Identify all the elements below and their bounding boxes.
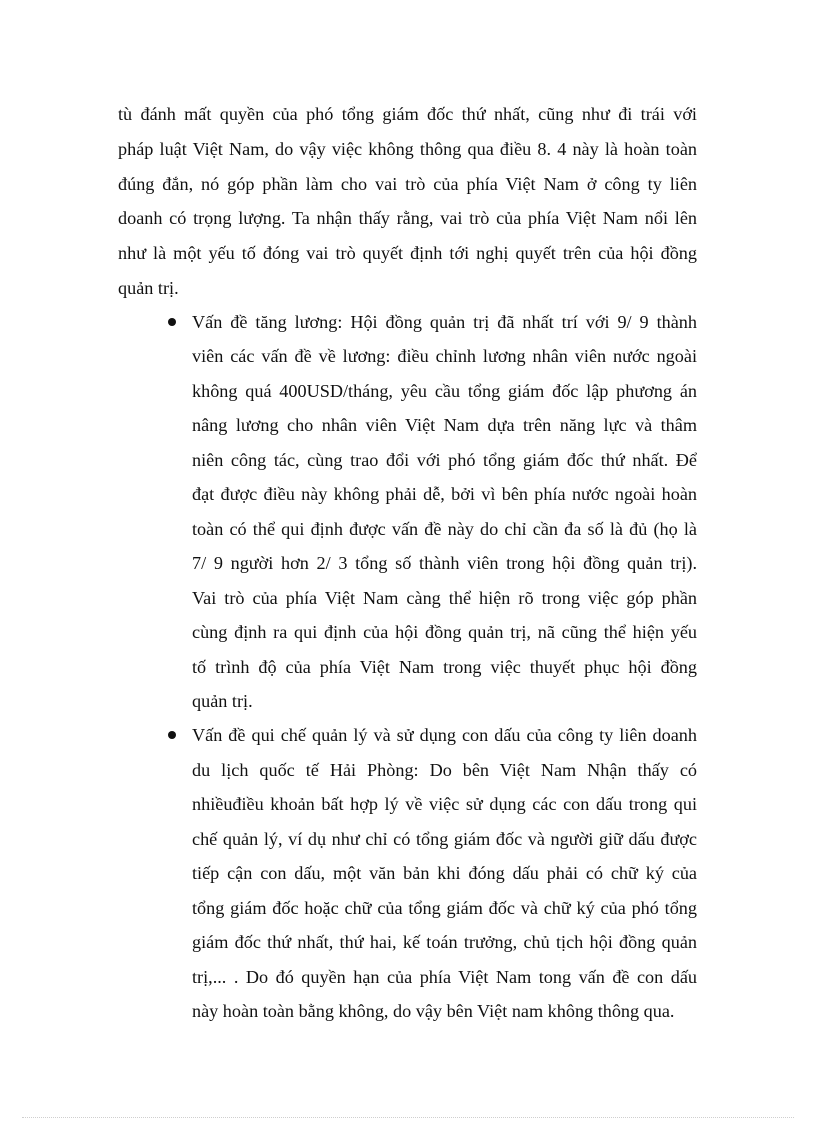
text-line: Vai trò của phía Việt Nam càng thể hiện rõ trong việc góp phần bbox=[192, 588, 697, 608]
text-line: đúng đắn, nó góp phần làm cho vai trò của phía Việt Nam ở công ty liên bbox=[118, 174, 697, 194]
text-line: giám đốc thứ nhất, thứ hai, kế toán trưởng, chủ tịch hội đồng quản bbox=[192, 932, 697, 952]
text-line: Vấn đề tăng lương: Hội đồng quản trị đã nhất trí với 9/ 9 thành bbox=[192, 312, 697, 332]
text-line: quản trị. bbox=[192, 691, 253, 711]
text-line: chế quản lý, ví dụ như chỉ có tổng giám đốc và người giữ dấu được bbox=[192, 829, 697, 849]
text-line: tổng giám đốc hoặc chữ của tổng giám đốc và chữ ký của phó tổng bbox=[192, 898, 697, 918]
text-line: không quá 400USD/tháng, yêu cầu tổng giám đốc lập phương án bbox=[192, 381, 697, 401]
text-line: tù đánh mất quyền của phó tổng giám đốc thứ nhất, cũng như đi trái với bbox=[118, 104, 697, 124]
text-line: cùng định ra qui định của hội đồng quản trị, nã cũng thể hiện yếu bbox=[192, 622, 697, 642]
page-bottom-divider bbox=[22, 1117, 794, 1118]
text-line: nâng lương cho nhân viên Việt Nam dựa trên năng lực và thâm bbox=[192, 415, 697, 435]
text-line: này hoàn toàn bằng không, do vậy bên Việt nam không thông qua. bbox=[192, 1001, 675, 1021]
text-line: như là một yếu tố đóng vai trò quyết định tới nghị quyết trên của hội đồng bbox=[118, 243, 697, 263]
text-line: đạt được điều này không phải dễ, bởi vì bên phía nước ngoài hoàn bbox=[192, 484, 697, 504]
text-line: doanh có trọng lượng. Ta nhận thấy rằng, vai trò của phía Việt Nam nổi lên bbox=[118, 208, 697, 228]
text-line: viên các vấn đề về lương: điều chỉnh lương nhân viên nước ngoài bbox=[192, 346, 697, 366]
text-line: toàn có thể qui định được vấn đề này do chỉ cần đa số là đủ (họ là bbox=[192, 519, 697, 539]
text-line: pháp luật Việt Nam, do vậy việc không thông qua điều 8. 4 này là hoàn toàn bbox=[118, 139, 697, 159]
text-line: du lịch quốc tế Hải Phòng: Do bên Việt Nam Nhận thấy có bbox=[192, 760, 697, 780]
bullet-icon bbox=[168, 318, 176, 326]
text-line: quản trị. bbox=[118, 278, 179, 298]
text-line: 7/ 9 người hơn 2/ 3 tổng số thành viên trong hội đồng quản trị). bbox=[192, 553, 697, 573]
text-line: tố trình độ của phía Việt Nam trong việc thuyết phục hội đồng bbox=[192, 657, 697, 677]
bullet-icon bbox=[168, 731, 176, 739]
text-line: niên công tác, cùng trao đổi với phó tổng giám đốc thứ nhất. Để bbox=[192, 450, 697, 470]
text-line: Vấn đề qui chế quản lý và sử dụng con dấu của công ty liên doanh bbox=[192, 725, 697, 745]
text-line: trị,... . Do đó quyền hạn của phía Việt Nam tong vấn đề con dấu bbox=[192, 967, 697, 987]
text-line: tiếp cận con dấu, một văn bản khi đóng dấu phải có chữ ký của bbox=[192, 863, 697, 883]
text-line: nhiềuđiều khoản bất hợp lý về việc sử dụng các con dấu trong qui bbox=[192, 794, 697, 814]
